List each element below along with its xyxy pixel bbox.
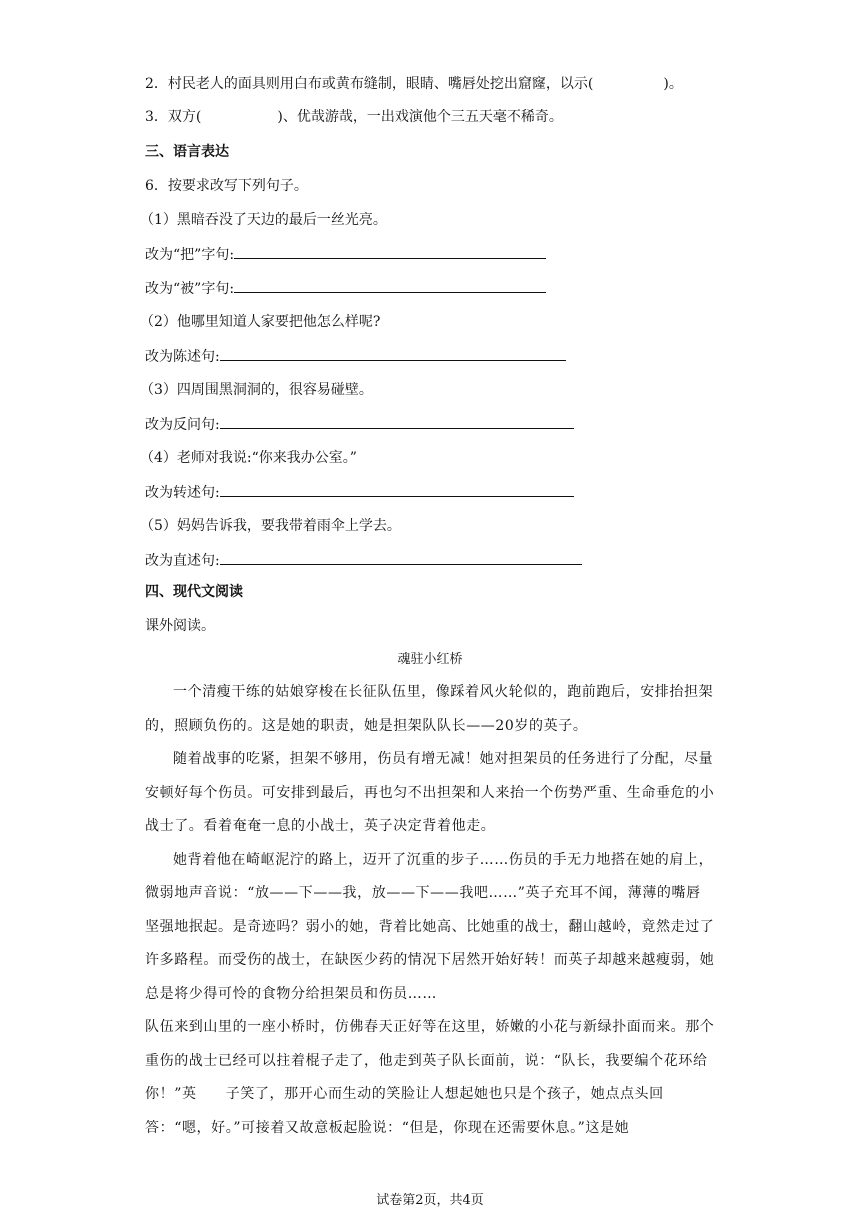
page-footer: 试卷第2页，共4页 bbox=[376, 1193, 484, 1208]
question-2: 2．村民老人的面具则用白布或黄布缝制，眼睛、嘴唇处挖出窟窿，以示( )。 bbox=[145, 76, 683, 92]
sentence-2: （2）他哪里知道人家要把他怎么样呢? bbox=[140, 314, 381, 330]
sentence-3: （3）四周围黑洞洞的，很容易碰壁。 bbox=[140, 382, 373, 398]
answer-blank[interactable] bbox=[220, 482, 574, 497]
article-body bbox=[145, 676, 715, 1145]
answer-blank[interactable] bbox=[220, 550, 582, 565]
answer-line: 改为“被”字句: bbox=[145, 278, 546, 299]
answer-line: 改为转述句: bbox=[145, 482, 574, 503]
paragraph: 随着战事的吃紧，担架不够用，伤员有增无减！她对担架员的任务进行了分配，尽量安顿好每个伤员。可安排到最后，再也匀不出担架和人来抬一个伤势严重、生命垂危的小战士了。看着奄奄一息的小战士，英子决定背着他走。 bbox=[145, 751, 715, 834]
answer-line: 改为反问句: bbox=[145, 414, 574, 435]
question-6: 6．按要求改写下列句子。 bbox=[145, 178, 308, 194]
section-4-heading: 四、现代文阅读 bbox=[145, 584, 243, 600]
answer-blank[interactable] bbox=[220, 346, 566, 361]
paragraph: 队伍来到山里的一座小桥时，仿佛春天正好等在这里，娇嫩的小花与新绿扑面而来。那个重伤的战士已经可以拄着棍子走了，他走到英子队长面前，说：“队长，我要编个花环给你！”英 子笑了，那开心而生动的笑脸让人想起她也只是个孩子，她点点头回答：“嗯，好。”可接着又故意板起脸说：“但是，你现在还需要休息。”这是她 bbox=[145, 1019, 715, 1136]
section-3-heading: 三、语言表达 bbox=[145, 144, 229, 160]
answer-blank[interactable] bbox=[234, 278, 546, 293]
article-title: 魂驻小红桥 bbox=[397, 652, 463, 667]
answer-line: 改为陈述句: bbox=[145, 346, 566, 367]
reading-intro: 课外阅读。 bbox=[145, 618, 215, 634]
sentence-5: （5）妈妈告诉我，要我带着雨伞上学去。 bbox=[140, 518, 401, 534]
answer-line: 改为“把”字句: bbox=[145, 244, 546, 265]
answer-line: 改为直述句: bbox=[145, 550, 582, 571]
paragraph: 一个清瘦干练的姑娘穿梭在长征队伍里，像踩着风火轮似的，跑前跑后，安排抬担架的，照顾负伤的。这是她的职责，她是担架队队长——20岁的英子。 bbox=[145, 684, 714, 734]
sentence-4: （4）老师对我说:“你来我办公室。” bbox=[140, 450, 357, 466]
paragraph: 她背着他在崎岖泥泞的路上，迈开了沉重的步子……伤员的手无力地搭在她的肩上，微弱地声音说：“放——下——我，放——下——我吧……”英子充耳不闻，薄薄的嘴唇坚强地抿起。是奇迹吗？弱小的她，背着比她高、比她重的战士，翻山越岭，竟然走过了许多路程。而受伤的战士，在缺医少药的情况下居然开始好转！而英子却越来越瘦弱，她总是将少得可怜的食物分给担架员和伤员…… bbox=[145, 851, 715, 1002]
answer-blank[interactable] bbox=[220, 414, 574, 429]
answer-blank[interactable] bbox=[234, 244, 546, 259]
question-3: 3．双方( )、优哉游哉，一出戏演他个三五天毫不稀奇。 bbox=[145, 109, 563, 125]
sentence-1: （1）黑暗吞没了天边的最后一丝光亮。 bbox=[140, 212, 387, 228]
